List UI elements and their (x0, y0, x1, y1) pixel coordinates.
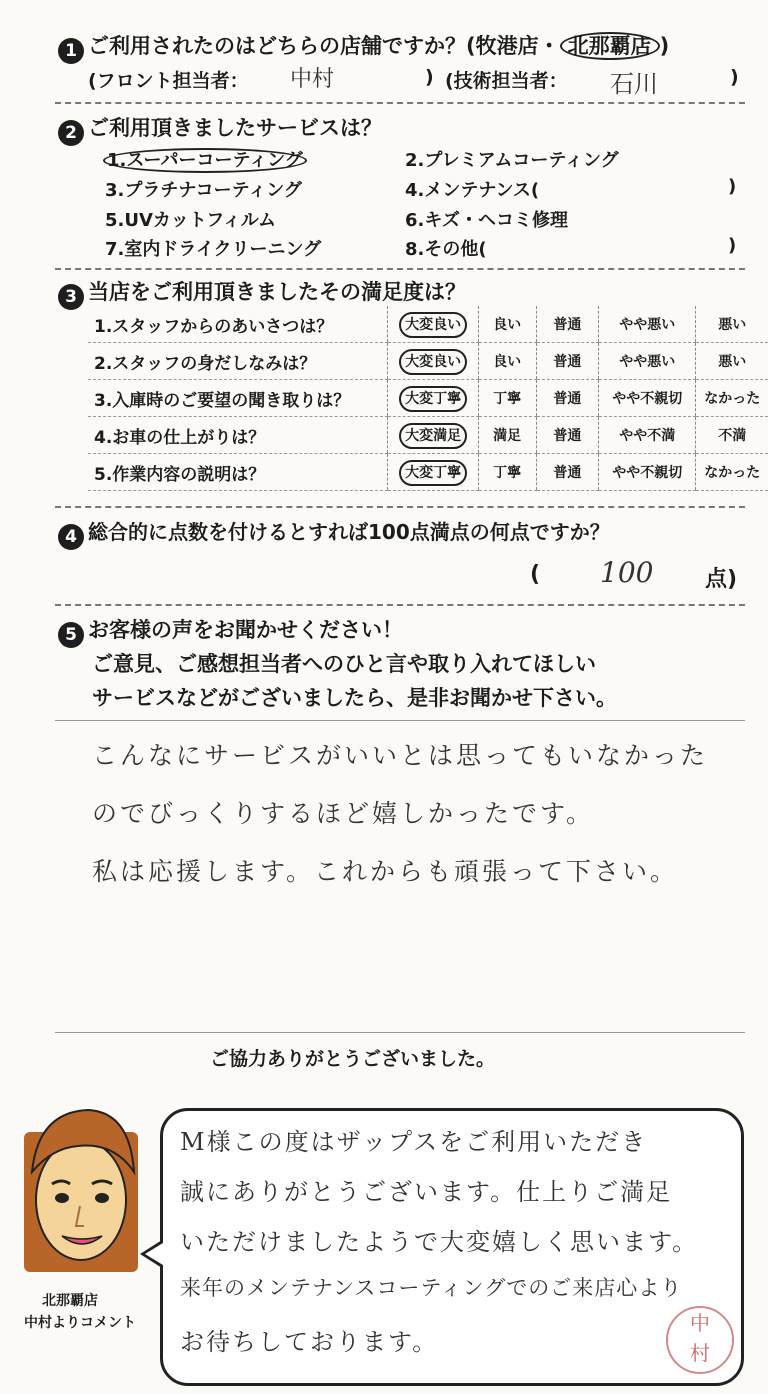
rating-item: 5.作業内容の説明は？ (88, 454, 388, 491)
q5-number-badge: 5 (58, 622, 84, 648)
service-4: 4.メンテナンス( (405, 180, 540, 201)
stamp-top-char: 中 (690, 1311, 710, 1335)
divider (55, 604, 745, 606)
front-staff-close: ) (425, 66, 434, 88)
rating-row (88, 343, 768, 380)
q1-number-badge: 1 (58, 38, 84, 64)
divider (55, 506, 745, 508)
q4-heading (58, 516, 610, 550)
tech-staff-close: ) (730, 66, 739, 88)
q4-question: 総合的に点数を付けるとすれば100点満点の何点ですか？ (88, 520, 610, 544)
rating-option-label: 大変満足 (399, 423, 467, 449)
rating-option-selected (388, 417, 478, 454)
front-staff-value: 中村 (290, 67, 335, 92)
name-seal-stamp (666, 1306, 734, 1374)
rating-row (88, 306, 768, 343)
rating-item: 3.入庫時のご要望の聞き取りは？ (88, 380, 388, 417)
avatar-eye-right (95, 1193, 109, 1203)
tech-staff-label: (技術担当者： (445, 70, 568, 92)
rating-option: 丁寧 (478, 380, 536, 417)
customer-comment-line-1: こんなにサービスがいいとは思ってもいなかった (92, 741, 709, 770)
rating-option: 普通 (536, 417, 599, 454)
satisfaction-table (88, 306, 768, 491)
service-7: 7.室内ドライクリーニング (105, 239, 322, 260)
rating-option-label: 大変丁寧 (399, 386, 467, 412)
q2-number-badge: 2 (58, 120, 84, 146)
reply-line-3: いただけましたようで大変嬉しく思います。 (180, 1228, 699, 1256)
service-8-close: ) (728, 235, 737, 256)
q1-question: ご利用されたのはどちらの店舗ですか？( (88, 34, 476, 58)
rating-option: 丁寧 (478, 454, 536, 491)
rating-item: 2.スタッフの身だしなみは？ (88, 343, 388, 380)
q2-heading (58, 112, 382, 146)
service-4-close: ) (728, 176, 737, 197)
service-3: 3.プラチナコーティング (105, 180, 302, 201)
rating-option-label: 大変丁寧 (399, 460, 467, 486)
q3-number-badge: 3 (58, 284, 84, 310)
rating-option: やや不親切 (599, 454, 696, 491)
rating-row (88, 454, 768, 491)
staff-avatar (18, 1102, 144, 1282)
rating-row (88, 417, 768, 454)
rating-option: 満足 (478, 417, 536, 454)
customer-comment-line-2: のでびっくりするほど嬉しかったです。 (92, 799, 595, 828)
rating-option: 普通 (536, 343, 599, 380)
service-1-label: 1.スーパーコーティング (103, 148, 307, 173)
rating-item: 4.お車の仕上がりは？ (88, 417, 388, 454)
reply-line-1: M様この度はザップスをご利用いただき (180, 1128, 648, 1156)
q5-question: お客様の声をお聞かせください！ (88, 618, 403, 642)
store-separator: ・ (538, 34, 560, 58)
score-value: 100 (600, 556, 654, 589)
rating-option-label: 大変良い (399, 312, 467, 338)
q1-close-paren: ) (659, 34, 670, 58)
thank-you-note: ご協力ありがとうございました。 (210, 1048, 496, 1070)
service-1-selected (103, 146, 307, 172)
score-open-paren: ( (530, 562, 541, 587)
rating-option: 普通 (536, 380, 599, 417)
staff-store: 北那覇店 (42, 1293, 98, 1309)
rating-item: 1.スタッフからのあいさつは？ (88, 306, 388, 343)
q3-question: 当店をご利用頂きましたその満足度は？ (88, 280, 466, 304)
divider (55, 720, 745, 721)
service-2: 2.プレミアムコーティング (405, 150, 619, 171)
rating-option-selected (388, 343, 478, 380)
q4-number-badge: 4 (58, 524, 84, 550)
rating-option: 普通 (536, 454, 599, 491)
rating-option: なかった (696, 380, 768, 417)
q2-question: ご利用頂きましたサービスは？ (88, 116, 382, 140)
q5-instruction-2: サービスなどがございましたら、是非お聞かせ下さい。 (92, 686, 617, 710)
store-makiminato: 牧港店 (475, 34, 539, 58)
rating-option: 良い (478, 343, 536, 380)
rating-row (88, 380, 768, 417)
rating-option: やや不満 (599, 417, 696, 454)
q5-heading (58, 614, 403, 648)
q5-instruction-1: ご意見、ご感想担当者へのひと言や取り入れてほしい (92, 652, 596, 676)
score-unit: 点) (705, 567, 738, 592)
rating-option: 不満 (696, 417, 768, 454)
tech-staff-value: 石川 (610, 70, 658, 98)
service-8: 8.その他( (405, 239, 487, 260)
stamp-bottom-char: 村 (690, 1341, 710, 1365)
rating-option-selected (388, 306, 478, 343)
rating-option-label: 大変良い (399, 349, 467, 375)
rating-option: 良い (478, 306, 536, 343)
divider (55, 268, 745, 270)
bubble-tail-inner (145, 1243, 163, 1265)
rating-option-selected (388, 380, 478, 417)
divider (55, 1032, 745, 1033)
service-6: 6.キズ・ヘコミ修理 (405, 210, 569, 231)
q3-heading (58, 276, 466, 310)
store-kitanaha-selected: 北那覇店 (560, 32, 660, 60)
q1-line (58, 30, 669, 64)
customer-comment-line-3: 私は応援します。これからも頑張って下さい。 (92, 857, 679, 886)
rating-option-selected (388, 454, 478, 491)
rating-option: 悪い (696, 343, 768, 380)
rating-option: やや不親切 (599, 380, 696, 417)
rating-option: やや悪い (599, 306, 696, 343)
reply-line-5: お待ちしております。 (180, 1328, 439, 1356)
divider (55, 102, 745, 104)
rating-option: 普通 (536, 306, 599, 343)
rating-option: なかった (696, 454, 768, 491)
reply-line-2: 誠にありがとうございます。仕上りご満足 (180, 1178, 673, 1206)
avatar-eye-left (55, 1193, 69, 1203)
rating-option: やや悪い (599, 343, 696, 380)
reply-line-4: 来年のメンテナンスコーティングでのご来店心より (180, 1276, 683, 1300)
front-staff-label: (フロント担当者： (88, 70, 249, 92)
rating-option: 悪い (696, 306, 768, 343)
service-5: 5.UVカットフィルム (105, 210, 277, 231)
staff-comment-label: 中村よりコメント (24, 1315, 136, 1331)
